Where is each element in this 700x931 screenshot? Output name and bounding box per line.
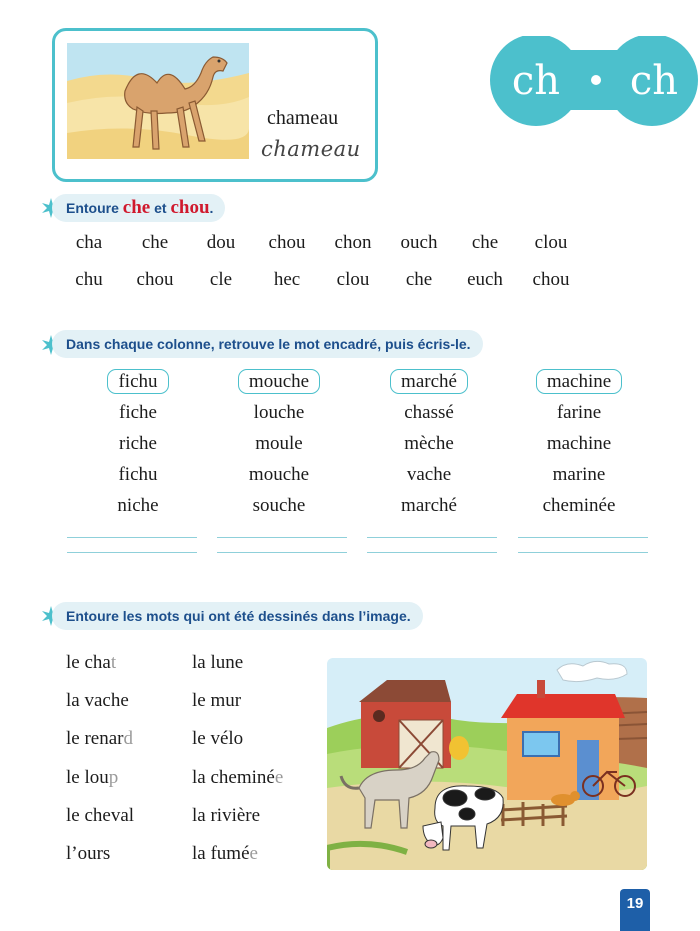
column-word: machine (546, 433, 612, 454)
column-word: moule (255, 433, 303, 454)
list-word[interactable]: le renard (66, 728, 133, 750)
word-column-1 (68, 366, 208, 521)
house (501, 680, 625, 800)
syllable-row-1 (56, 224, 596, 261)
column-word: souche (252, 495, 306, 516)
page-number: 19 (620, 889, 650, 931)
list-word[interactable]: la lune (192, 652, 244, 673)
column-word: marché (401, 495, 457, 516)
syllable[interactable]: clou (534, 231, 568, 253)
camel-illustration (67, 43, 249, 159)
haystack (449, 736, 469, 760)
list-word[interactable]: le loup (66, 766, 119, 788)
word-column-3 (359, 366, 499, 521)
syllable[interactable]: che (471, 231, 499, 253)
column-word: louche (253, 402, 305, 423)
syllable[interactable]: che (405, 268, 433, 290)
writing-line-4[interactable] (518, 537, 648, 553)
syllable[interactable]: cle (209, 268, 233, 290)
syllable[interactable]: ouch (400, 231, 438, 253)
instruction-suffix: . (209, 200, 214, 216)
list-word[interactable]: la vache (66, 690, 129, 712)
instruction-ex1 (52, 194, 225, 222)
word-list-right (192, 644, 283, 873)
writing-line-1[interactable] (67, 537, 197, 553)
title-bubble (488, 36, 700, 132)
syllable[interactable]: dou (206, 231, 236, 253)
column-word: marine (552, 464, 606, 485)
word-column-4 (509, 366, 649, 521)
syllable-row-2 (56, 261, 596, 298)
list-word[interactable]: la rivière (192, 804, 261, 826)
instruction-ex3: Entoure les mots qui ont été dessinés dans l’image. (52, 602, 423, 630)
column-word: niche (117, 495, 159, 516)
instruction-ex2: Dans chaque colonne, retrouve le mot encadré, puis écris-le. (52, 330, 483, 358)
column-word: fichu (118, 464, 158, 485)
syllable[interactable]: clou (336, 268, 370, 290)
syllable-grid (56, 224, 596, 298)
illustration-card (52, 28, 378, 182)
column-word: chassé (404, 402, 454, 423)
list-word[interactable]: le chat (66, 652, 117, 673)
syllable[interactable]: chou (532, 268, 570, 290)
syllable[interactable]: hec (273, 268, 301, 290)
column-word: cheminée (542, 495, 616, 516)
column-word: mouche (248, 464, 310, 485)
list-word[interactable]: le vélo (192, 728, 244, 750)
farm-illustration (327, 658, 647, 870)
syllable[interactable]: chon (334, 231, 372, 253)
word-cursive: chameau (261, 137, 361, 161)
column-word: vache (406, 464, 452, 485)
instruction-connector: et (150, 200, 171, 216)
list-word[interactable]: le cheval (66, 804, 135, 826)
word-column-2 (209, 366, 349, 521)
list-word[interactable]: la fumée (192, 842, 258, 864)
syllable[interactable]: euch (467, 268, 503, 290)
syllable[interactable]: chou (136, 268, 174, 290)
title-print: ch (629, 58, 679, 104)
chimney (537, 680, 545, 698)
column-word: mèche (404, 433, 454, 454)
syllable[interactable]: che (141, 231, 169, 253)
instruction-text: Entoure (66, 200, 123, 216)
writing-line-3[interactable] (367, 537, 497, 553)
target-chou: chou (170, 197, 210, 218)
boxed-word: machine (509, 366, 649, 397)
word-list-left (66, 644, 134, 873)
boxed-word: marché (359, 366, 499, 397)
syllable[interactable]: cha (75, 231, 103, 253)
title-cursive: ch (511, 58, 561, 104)
list-word[interactable]: la cheminée (192, 766, 284, 788)
writing-line-2[interactable] (217, 537, 347, 553)
list-word[interactable]: le mur (192, 690, 242, 712)
title-dot (591, 75, 601, 85)
target-che: che (122, 197, 151, 218)
column-word: farine (556, 402, 602, 423)
boxed-word: mouche (209, 366, 349, 397)
column-word: fiche (119, 402, 157, 423)
list-word[interactable]: l’ours (66, 842, 111, 864)
syllable[interactable]: chou (268, 231, 306, 253)
column-word: riche (119, 433, 157, 454)
boxed-word: fichu (68, 366, 208, 397)
syllable[interactable]: chu (75, 268, 103, 290)
word-print: chameau (267, 107, 339, 129)
